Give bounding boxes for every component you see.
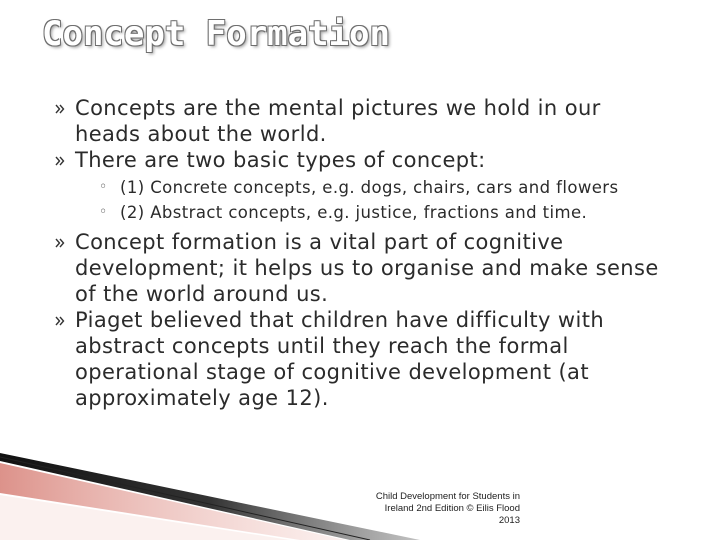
bullet-item <box>55 229 665 307</box>
bullet-text: Concepts are the mental pictures we hold in our heads about the world. <box>75 96 601 146</box>
open-circle-icon: ◦ <box>99 204 108 220</box>
slide-title: Concept Formation <box>42 14 390 54</box>
footer-line: 2013 <box>498 515 520 526</box>
double-chevron-right-icon <box>55 316 65 326</box>
open-circle-icon: ◦ <box>99 179 108 195</box>
sub-bullet-item <box>75 200 665 225</box>
sub-bullet-item <box>75 175 665 200</box>
footer-line: Ireland 2nd Edition © Eilis Flood <box>384 503 520 514</box>
sub-bullet-list <box>75 175 665 225</box>
footer-line: Child Development for Students in <box>375 491 520 502</box>
double-chevron-right-icon <box>55 156 65 166</box>
bullet-item <box>55 307 665 411</box>
double-chevron-right-icon <box>55 238 65 248</box>
sub-bullet-text: (1) Concrete concepts, e.g. dogs, chairs, cars and flowers <box>120 178 619 197</box>
sub-bullet-text: (2) Abstract concepts, e.g. justice, fractions and time. <box>120 203 588 222</box>
bullet-text: Concept formation is a vital part of cognitive development; it helps us to organise and make sense of the world around us. <box>75 230 659 306</box>
footer-citation <box>330 491 520 527</box>
double-chevron-right-icon <box>55 104 65 114</box>
bullet-text: There are two basic types of concept: <box>75 148 486 172</box>
bullet-list <box>55 95 665 411</box>
bullet-item <box>55 95 665 147</box>
bullet-item <box>55 147 665 225</box>
bullet-text: Piaget believed that children have difficulty with abstract concepts until they reach the formal operational stage of cognitive development (at approximately age 12). <box>75 308 605 410</box>
